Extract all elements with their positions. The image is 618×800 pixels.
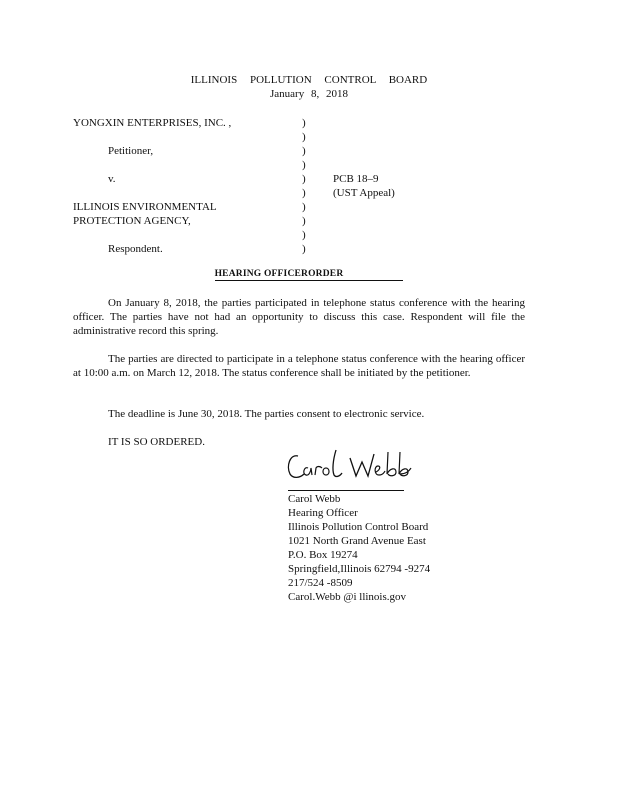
paragraph-3 <box>73 407 525 421</box>
signer-organization: Illinois Pollution Control Board <box>288 521 429 533</box>
email-address[interactable]: Carol.Webb @i llinois.gov <box>288 591 407 603</box>
paragraph-3-text: The deadline is June 30, 2018. The parties consent to electronic service. <box>108 408 425 420</box>
paragraph-2 <box>73 352 525 380</box>
paragraph-1 <box>73 296 525 338</box>
paragraph-2-text: The parties are directed to participate in a telephone status conference with the hearing officer at 10:00 a.m. on March 12, 2018. The status conference shall be initiated by the petitioner. <box>73 353 525 379</box>
address-city: Springfield,Illinois 62794 -9274 <box>288 563 431 575</box>
respondent-name-line1: ILLINOIS ENVIRONMENTAL <box>73 201 217 213</box>
paren: ) <box>302 173 306 185</box>
respondent-role: Respondent. <box>108 243 163 255</box>
signature-line <box>288 490 404 491</box>
handwritten-signature <box>284 444 424 484</box>
caption-parentheses <box>302 116 312 256</box>
paren: ) <box>302 201 306 213</box>
paragraph-1-text: On January 8, 2018, the parties participated in telephone status conference with the hearing officer. The parties have not had an opportunity to discuss this case. Respondent will file the administrative record this spring. <box>73 297 525 337</box>
paren: ) <box>302 243 306 255</box>
order-title-text: HEARING OFFICERORDER <box>215 269 404 281</box>
phone-number: 217/524 -8509 <box>288 577 353 589</box>
respondent-name-line2: PROTECTION AGENCY, <box>73 215 191 227</box>
case-number: PCB 18–9 <box>333 173 379 185</box>
signature-block <box>288 492 430 604</box>
versus-label: v. <box>108 173 116 185</box>
paren: ) <box>302 131 306 143</box>
paren: ) <box>302 117 306 129</box>
order-title <box>0 267 618 281</box>
petitioner-name: YONGXIN ENTERPRISES, INC. , <box>73 117 232 129</box>
signer-name: Carol Webb <box>288 493 341 505</box>
board-name: ILLINOIS POLLUTION CONTROL BOARD <box>190 74 428 86</box>
case-type: (UST Appeal) <box>333 187 395 199</box>
paren: ) <box>302 159 306 171</box>
paren: ) <box>302 215 306 227</box>
order-date: January 8, 2018 <box>270 88 348 100</box>
paren: ) <box>302 145 306 157</box>
paren: ) <box>302 229 306 241</box>
signer-title: Hearing Officer <box>288 507 358 519</box>
address-po-box: P.O. Box 19274 <box>288 549 358 561</box>
petitioner-role: Petitioner, <box>108 145 154 157</box>
address-street: 1021 North Grand Avenue East <box>288 535 426 547</box>
paren: ) <box>302 187 306 199</box>
closing-statement: IT IS SO ORDERED. <box>108 436 205 448</box>
